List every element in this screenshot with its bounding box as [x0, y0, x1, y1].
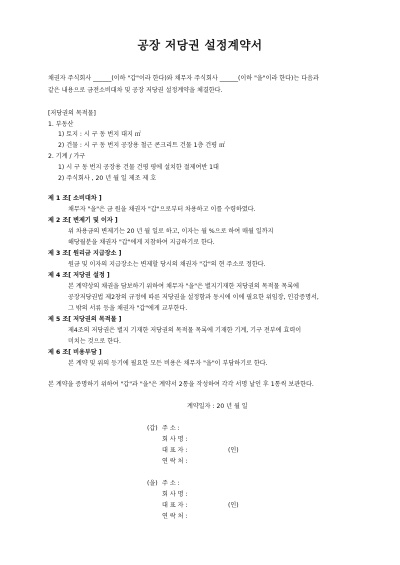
collateral-heading: [저당권의 목적물] [48, 110, 96, 117]
contract-date: 계약일자 : 20 년 월 일 [187, 403, 248, 410]
closing-statement: 본 계약을 증명하기 위하여 "갑"과 "을"은 계약서 2통을 작성하여 각각 서명 날인 후 1통씩 보관한다. [48, 381, 314, 388]
document-title: 공장 저당권 설정계약서 [137, 38, 263, 52]
party-a-company: 회 사 명 : [162, 436, 188, 443]
collateral-line: 1) 토지 : 시 구 동 번지 대지 ㎡ [58, 131, 141, 138]
collateral-line: 2) 건물 : 시 구 동 번지 공장용 철근 콘크리트 건물 1층 건평 ㎡ [58, 142, 226, 149]
party-b-seal: (인) [228, 502, 239, 509]
intro-line-1: 채권자 주식회사 ______(이하 "갑"이라 한다)와 채무자 주식회사 ______(이하 "을"이라 한다)는 다음과 [48, 75, 319, 82]
party-a-phone: 연 락 처 : [162, 458, 188, 465]
party-b-company: 회 사 명 : [162, 491, 188, 498]
article-1-text: 채무자 "을"은 금 원을 채권자 "갑"으로부터 차용하고 이를 수령하였다. [68, 206, 256, 213]
party-b-address: 주 소 : [162, 480, 180, 487]
party-b-representative: 대 표 자 : [162, 502, 188, 509]
party-a-address: 주 소 : [162, 425, 180, 432]
article-5-text: 제4조의 저당권은 별지 기재한 저당권의 목적물 목록에 기재한 기계, 기구 전부에 효력이 [68, 327, 302, 334]
article-3-text: 원금 및 이자의 지급장소는 변제할 당시의 채권자 "갑"의 현 주소로 정한다. [68, 261, 266, 268]
article-3-heading: 제 3 조[ 원리금 지급장소 ] [48, 250, 122, 257]
article-4-text: 공장저당권법 제2창의 규정에 따른 저당권을 설정함과 동시에 이에 필요한 위임장, 인감증명서, [68, 294, 319, 301]
article-4-text: 본 계약상의 채권을 담보하기 위하여 채무자 "을"은 별지기재한 저당권의 목적물 목록에 [68, 283, 300, 290]
article-1-heading: 제 1 조[ 소비대차 ] [48, 195, 102, 202]
collateral-line: 1) 시 구 동 번지 공장용 건물 건평 평에 설치한 절제여반 1대 [58, 164, 219, 171]
article-6-heading: 제 6 조[ 비용부담 ] [48, 349, 102, 356]
collateral-line: 2. 기계 / 가구 [48, 153, 86, 160]
article-6-text: 본 계약 및 위의 등기에 필요한 모든 비용은 채무자 "을"이 부담하기로 한다. [68, 360, 268, 367]
party-b-label: (을) [147, 480, 158, 487]
collateral-line: 1. 부동산 [48, 121, 74, 128]
article-2-text: 해당월분을 채권자 "갑"에게 지참하여 지급하기로 한다. [68, 239, 215, 246]
party-b-phone: 연 락 처 : [162, 513, 188, 520]
intro-line-2: 같은 내용으로 금전소비대차 및 공장 저당권 설정계약을 체결한다. [48, 87, 223, 94]
article-2-text: 위 차용금의 변제기는 20 년 월 일로 하고, 이자는 월 %으로 하여 매월 일까지 [68, 228, 274, 235]
article-5-text: 미치는 것으로 한다. [68, 338, 121, 345]
collateral-line: 2) 주식회사 , 20 년 월 일 제조 제 호 [58, 175, 157, 182]
party-a-label: (갑) [147, 425, 158, 432]
article-4-text: 그 밖의 서류 등을 채권자 "갑"에게 교부한다. [68, 305, 188, 312]
party-a-representative: 대 표 자 : [162, 447, 188, 454]
party-a-seal: (인) [228, 447, 239, 454]
article-5-heading: 제 5 조[ 저당권의 목적물 ] [48, 316, 122, 323]
article-4-heading: 제 4 조[ 저당권 설정 ] [48, 272, 110, 279]
article-2-heading: 제 2 조[ 변제기 및 이자 ] [48, 217, 118, 224]
